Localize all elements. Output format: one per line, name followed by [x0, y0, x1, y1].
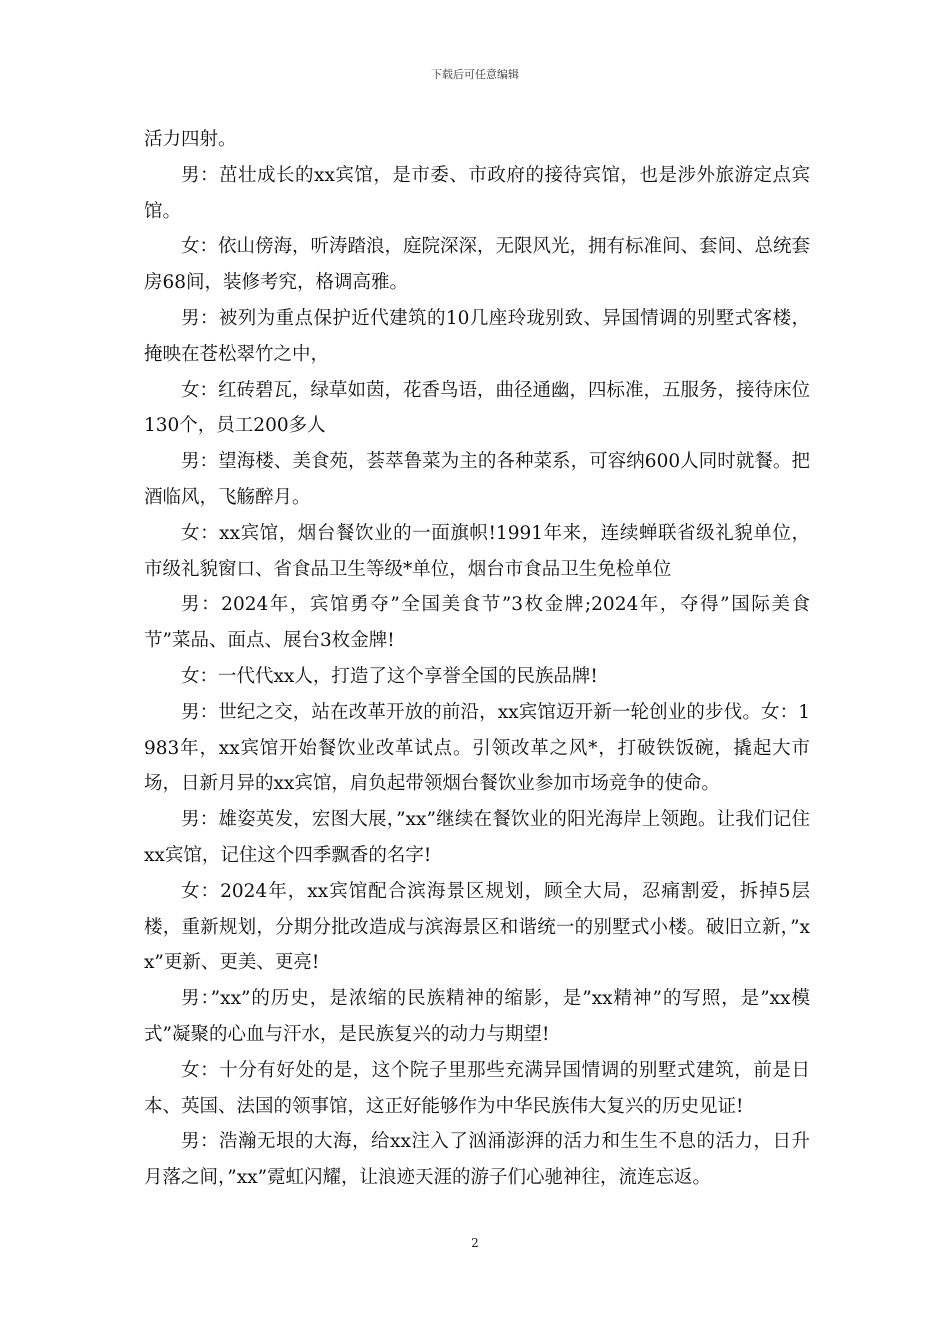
paragraph: 男：2024年，宾馆勇夺”全国美食节”3枚金牌;2024年，夺得”国际美食节”菜品、面点、展台3枚金牌! [144, 594, 810, 652]
page-header: 下载后可任意编辑 [431, 68, 519, 81]
page-number: 2 [471, 1236, 479, 1250]
paragraph: 男：”xx”的历史，是浓缩的民族精神的缩影，是”xx精神”的写照，是”xx模式”凝聚的心血与汗水，是民族复兴的动力与期望! [144, 988, 810, 1045]
paragraph: 女：十分有好处的是，这个院子里那些充满异国情调的别墅式建筑，前是日本、英国、法国的领事馆，这正好能够作为中华民族伟大复兴的历史见证! [144, 1059, 810, 1117]
paragraph: 女：一代代xx人，打造了这个享誉全国的民族品牌! [181, 665, 598, 687]
paragraph: 男：望海楼、美食苑，荟萃鲁菜为主的各种菜系，可容纳600人同时就餐。把酒临风，飞觞醉月。 [144, 451, 810, 508]
paragraph: 女：xx宾馆，烟台餐饮业的一面旗帜!1991年来，连续蝉联省级礼貌单位，市级礼貌窗口、省食品卫生等级*单位，烟台市食品卫生免检单位 [144, 522, 810, 580]
paragraph: 女：红砖碧瓦，绿草如茵，花香鸟语，曲径通幽，四标准，五服务，接待床位130个，员工200多人 [144, 379, 811, 437]
paragraph: 活力四射。 [144, 129, 237, 150]
paragraph: 男：浩瀚无垠的大海，给xx注入了汹涌澎湃的活力和生生不息的活力，日升月落之间，”xx”霓虹闪耀，让浪迹天涯的游子们心驰神往，流连忘返。 [144, 1131, 810, 1189]
paragraph: 男：茁壮成长的xx宾馆，是市委、市政府的接待宾馆，也是涉外旅游定点宾馆。 [144, 164, 810, 222]
document-body [144, 122, 810, 1196]
paragraph: 女：依山傍海，听涛踏浪，庭院深深，无限风光，拥有标准间、套间、总统套房68间，装修考究，格调高雅。 [144, 236, 811, 294]
paragraph: 男：世纪之交，站在改革开放的前沿，xx宾馆迈开新一轮创业的步伐。女：1983年，xx宾馆开始餐饮业改革试点。引领改革之风*，打破铁饭碗，撬起大市场，日新月异的xx宾馆，肩负起带领烟台餐饮业参加市场竞争的使命。 [144, 701, 810, 795]
paragraph: 男：被列为重点保护近代建筑的10几座玲珑别致、异国情调的别墅式客楼，掩映在苍松翠竹之中， [144, 307, 810, 365]
paragraph: 女：2024年，xx宾馆配合滨海景区规划，顾全大局，忍痛割爱，拆掉5层楼，重新规划，分期分批改造成与滨海景区和谐统一的别墅式小楼。破旧立新，”xx”更新、更美、更亮! [144, 880, 810, 974]
paragraph: 男：雄姿英发，宏图大展，”xx”继续在餐饮业的阳光海岸上领跑。让我们记住xx宾馆，记住这个四季飘香的名字! [144, 809, 810, 866]
